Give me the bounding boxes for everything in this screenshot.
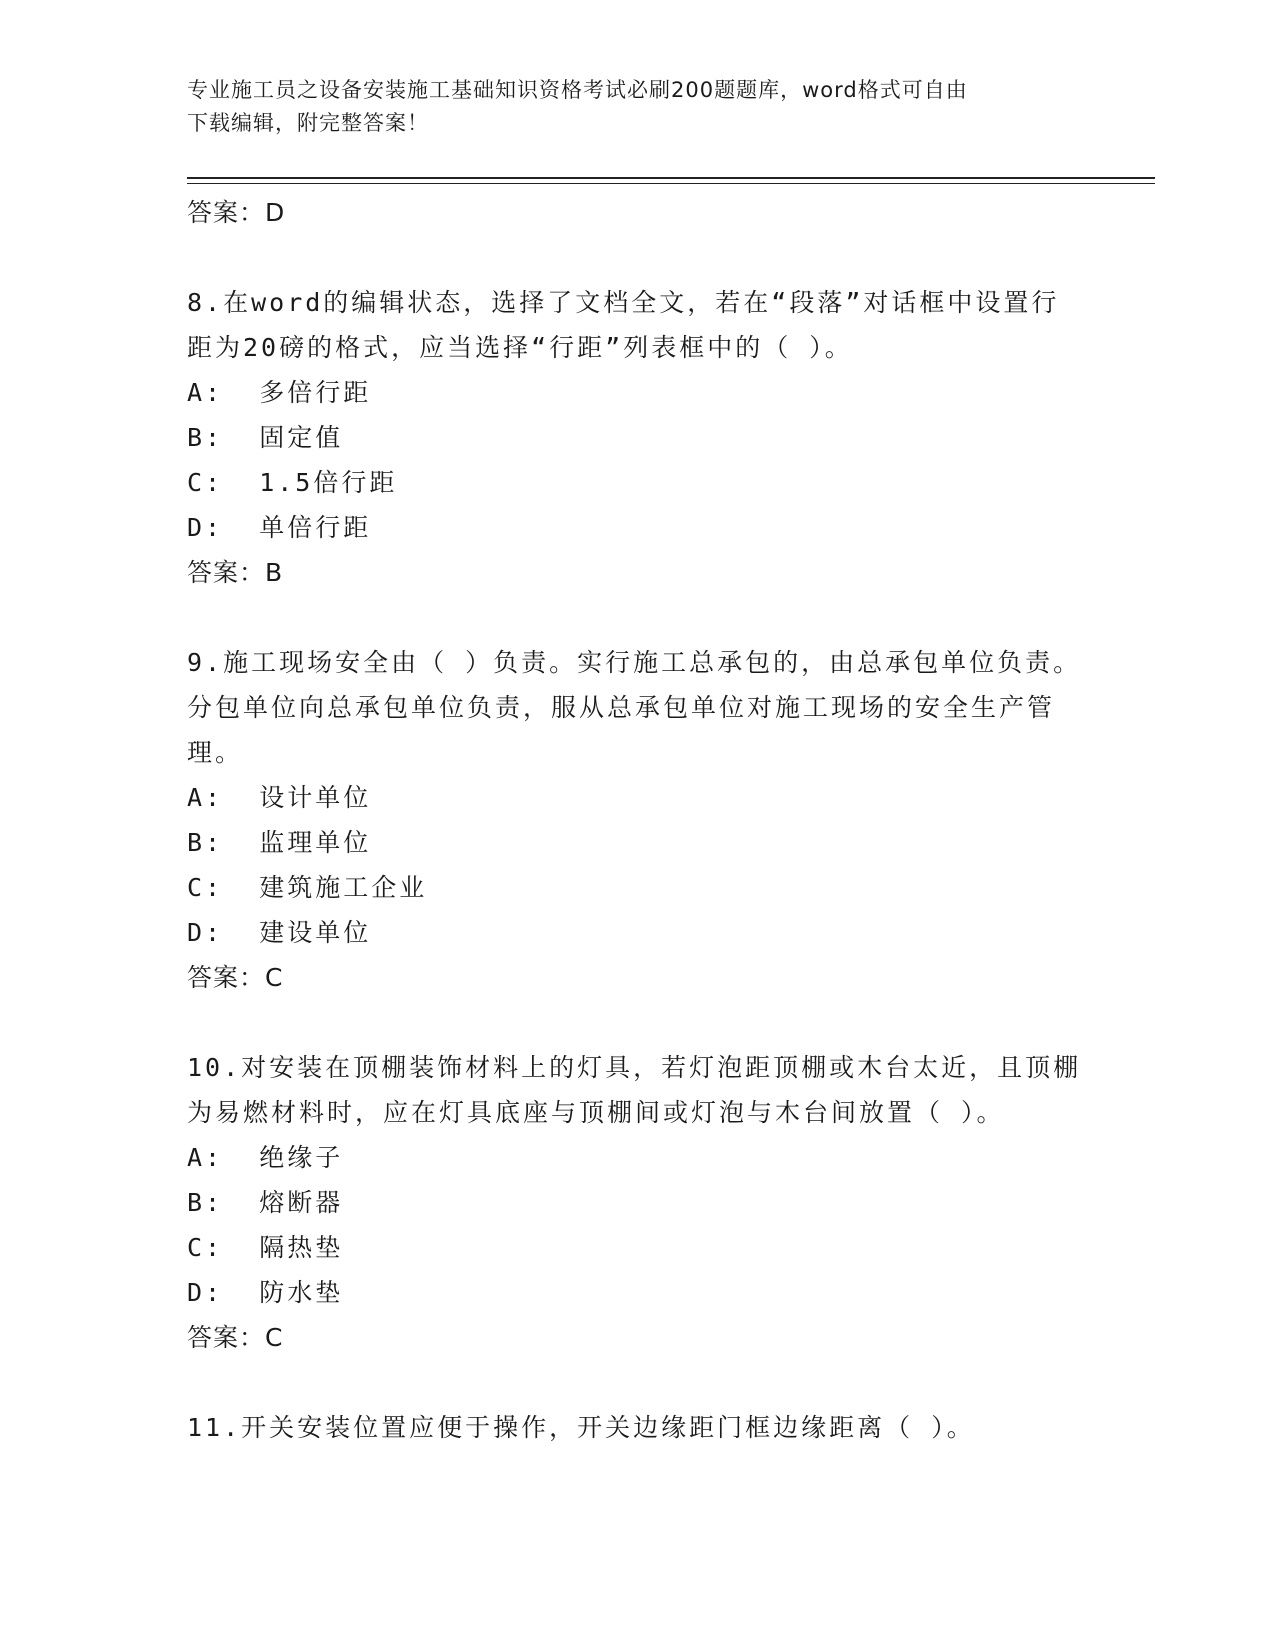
question-stem: 10.对安装在顶棚装饰材料上的灯具，若灯泡距顶棚或木台太近，且顶棚为易燃材料时，应在灯具底座与顶棚间或灯泡与木台间放置（ ）。 <box>187 1053 1082 1127</box>
option-b: B: 熔断器 <box>187 1188 344 1217</box>
option-d: D: 建设单位 <box>187 918 372 947</box>
option-b: B: 固定值 <box>187 423 344 452</box>
header-divider <box>187 177 1155 179</box>
page-header <box>187 74 1067 140</box>
option-d: D: 单倍行距 <box>187 513 372 542</box>
header-divider-thin <box>187 183 1155 184</box>
option-d: D: 防水垫 <box>187 1278 344 1307</box>
question-9 <box>187 640 1087 1001</box>
question-8 <box>187 280 1087 596</box>
option-a: A: 绝缘子 <box>187 1143 344 1172</box>
option-c: C: 建筑施工企业 <box>187 873 428 902</box>
question-stem: 11.开关安装位置应便于操作，开关边缘距门框边缘距离（ ）。 <box>187 1413 975 1442</box>
question-10 <box>187 1045 1087 1361</box>
option-c: C: 隔热垫 <box>187 1233 344 1262</box>
option-b: B: 监理单位 <box>187 828 372 857</box>
answer-line: 答案：C <box>187 963 284 992</box>
header-line-2: 下载编辑，附完整答案！ <box>187 111 429 135</box>
header-line-1: 专业施工员之设备安装施工基础知识资格考试必刷200题题库，word格式可自由 <box>187 78 968 102</box>
question-stem: 9.施工现场安全由（ ）负责。实行施工总承包的，由总承包单位负责。分包单位向总承包单位负责，服从总承包单位对施工现场的安全生产管理。 <box>187 648 1082 767</box>
answer-line: 答案：D <box>187 198 286 227</box>
option-c: C: 1.5倍行距 <box>187 468 398 497</box>
answer-line: 答案：C <box>187 1323 284 1352</box>
question-stem: 8.在word的编辑状态，选择了文档全文，若在“段落”对话框中设置行距为20磅的格式，应当选择“行距”列表框中的（ ）。 <box>187 288 1060 362</box>
option-a: A: 设计单位 <box>187 783 372 812</box>
document-body <box>187 190 1087 1450</box>
answer-line: 答案：B <box>187 558 284 587</box>
option-a: A: 多倍行距 <box>187 378 372 407</box>
question-11 <box>187 1405 1087 1450</box>
